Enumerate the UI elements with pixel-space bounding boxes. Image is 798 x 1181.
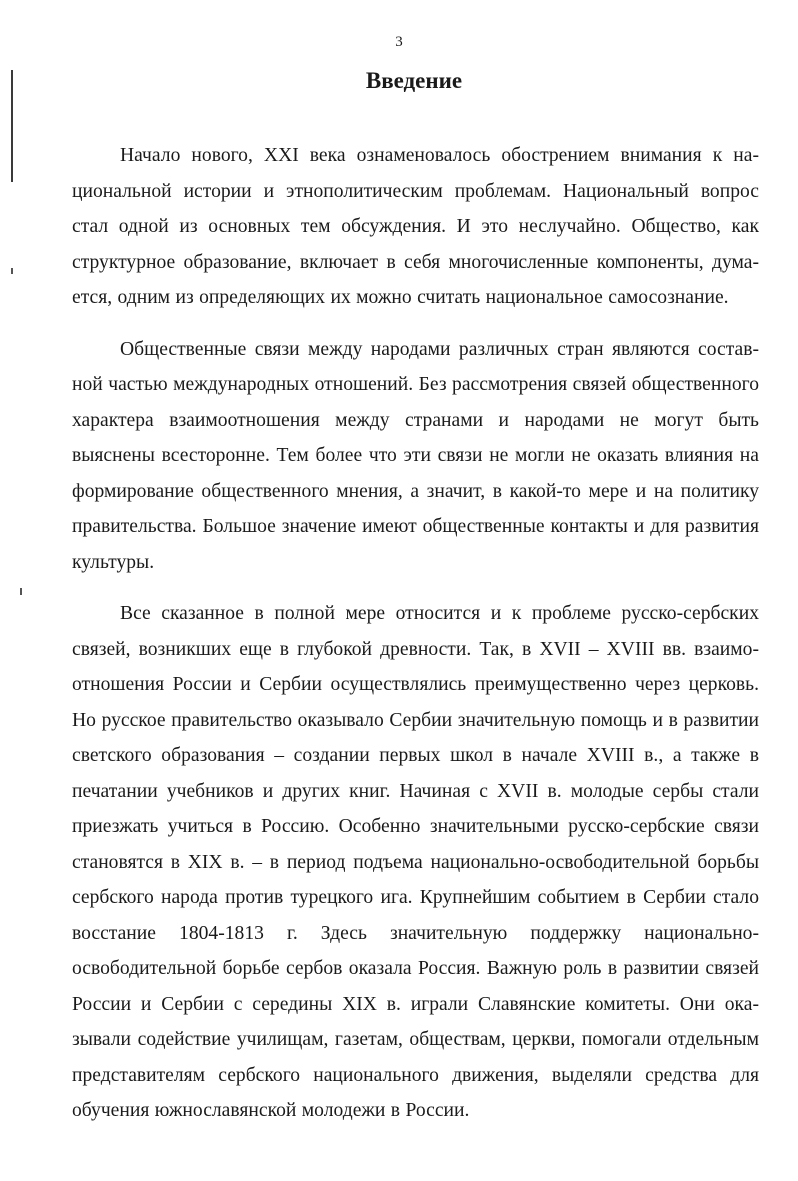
page-number: 3 xyxy=(395,34,403,50)
document-body xyxy=(72,138,759,1145)
margin-scan-mark xyxy=(20,588,22,595)
paragraph-intro: Начало нового, XXI века ознаменовалось обострением внимания к национальной истории и этнополитическим проблемам. Национальный вопрос стал одной из основных тем обсуждения. И это неслучайно. Общество, как структурное образование, включает в себя многочисленные компоненты, думается, одним из определяющих их можно считать национальное самосознание. xyxy=(72,145,759,308)
paragraph-russian-serbian-ties: Все сказанное в полной мере относится и к проблеме русско-сербских связей, возникших еще в глубокой древности. Так, в XVII – XVIII вв. взаимоотношения России и Сербии осуществлялись преимущественно через церковь. Но русское правительство оказывало Сербии значительную помощь и в развитии светского образования – создании первых школ в начале XVIII в., а также в печатании учебников и других книг. Начиная с XVII в. молодые сербы стали приезжать учиться в Россию. Особенно значительными русско-сербские связи становятся в XIX в. – в период подъема национально-освободительной борьбы сербского народа против турецкого ига. Крупнейшим событием в Сербии стало восстание 1804-1813 г. Здесь значительную поддержку национально-освободительной борьбе сербов оказала Россия. Важную роль в развитии связей России и Сербии с середины XIX в. играли Славянские комитеты. Они оказывали содействие училищам, газетам, обществам, церкви, помогали отдельным представителям сербского национального движения, выделяли средства для обучения южнославянской молодежи в России. xyxy=(72,603,759,1121)
margin-scan-mark xyxy=(11,268,13,274)
paragraph-social-ties: Общественные связи между народами различных стран являются составной частью международных отношений. Без рассмотрения связей общественного характера взаимоотношения между странами и народами не могут быть выяснены всесторонне. Тем более что эти связи не могли не оказать влияния на формирование общественного мнения, а значит, в какой-то мере и на политику правительства. Большое значение имеют общественные контакты и для развития культуры. xyxy=(72,338,759,573)
page-title: Введение xyxy=(365,68,463,93)
